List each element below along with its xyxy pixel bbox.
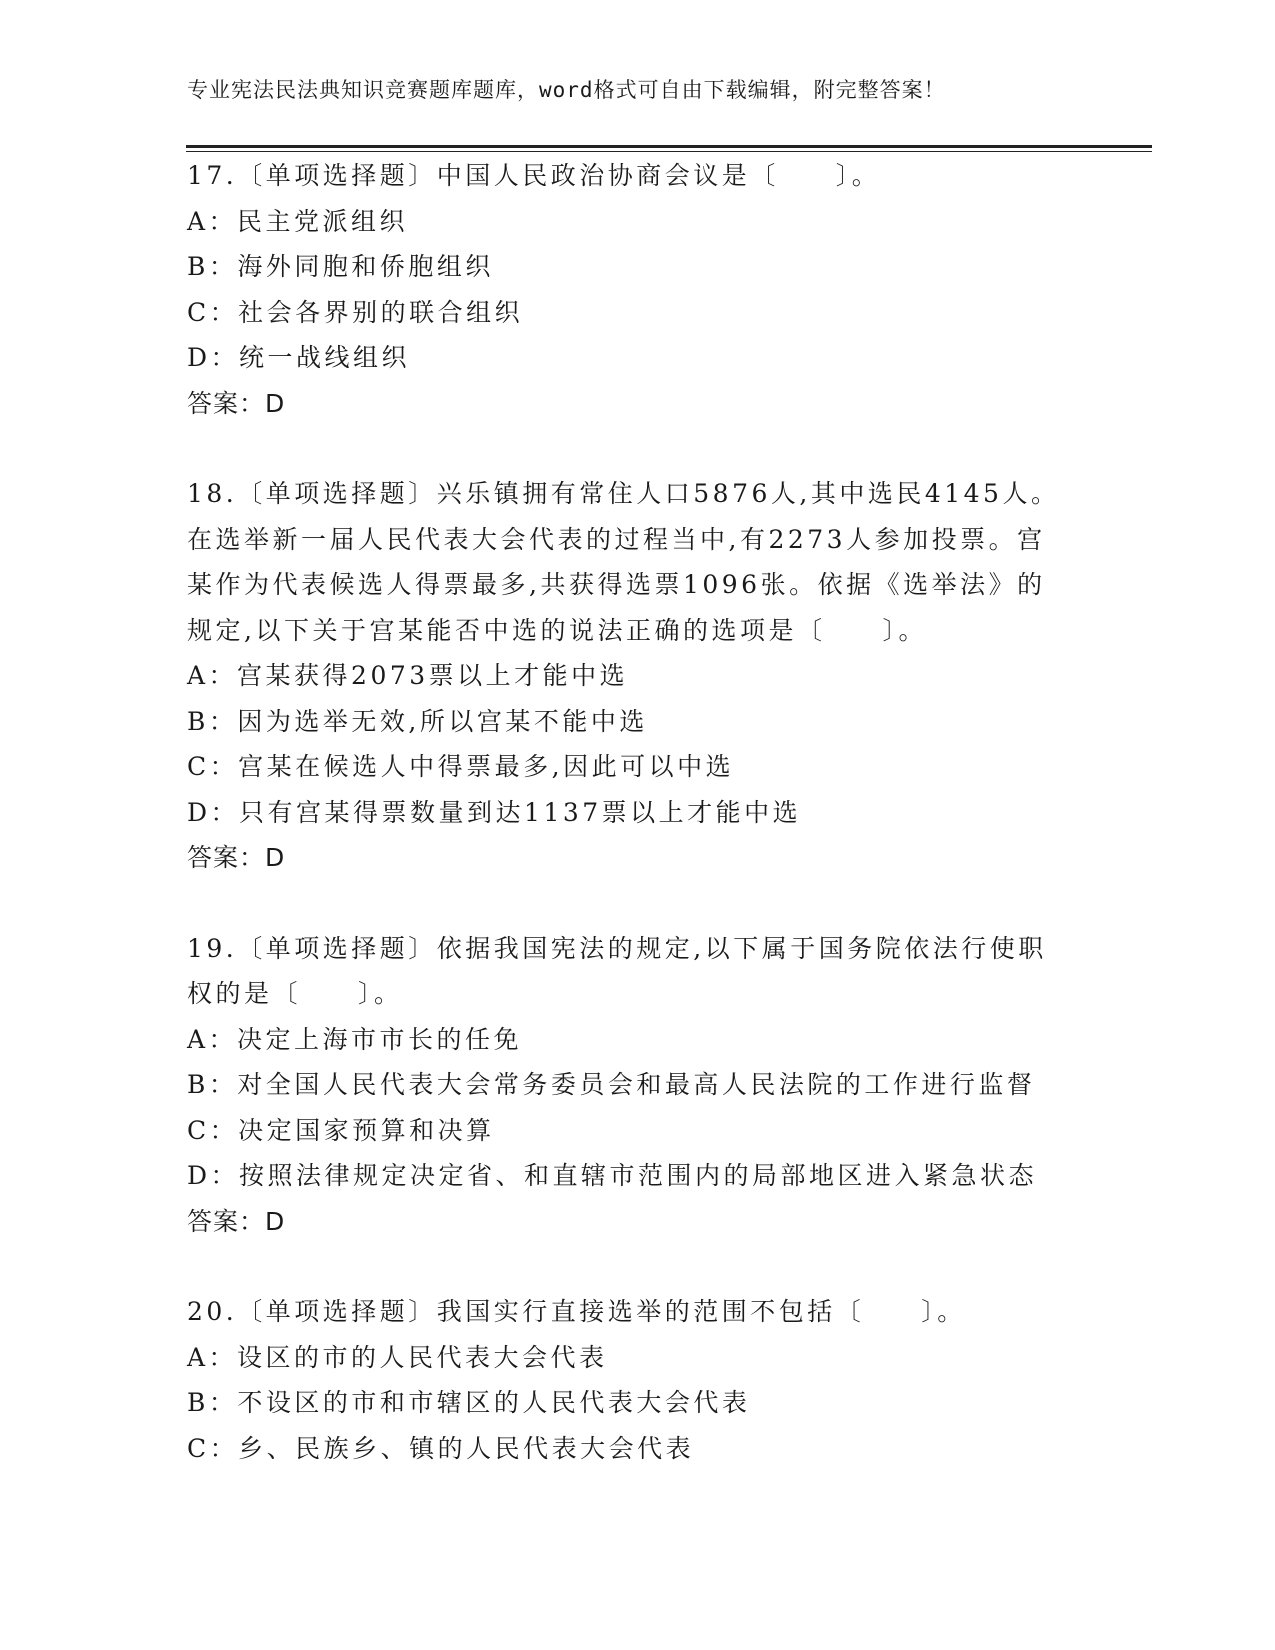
header-rule-thin (186, 151, 1152, 152)
stem-line: 权的是〔 〕。 (187, 979, 403, 1008)
stem-line: 在选举新一届人民代表大会代表的过程当中,有2273人参加投票。宫 (187, 524, 1046, 554)
question-stem (187, 926, 1067, 1017)
question-stem (187, 471, 1067, 653)
option-a: A：宫某获得2073票以上才能中选 (187, 661, 629, 690)
answer: 答案：D (187, 843, 286, 872)
option-b: B：对全国人民代表大会常务委员会和最高人民法院的工作进行监督 (187, 1070, 1036, 1099)
stem-line: 20.〔单项选择题〕我国实行直接选举的范围不包括〔 〕。 (187, 1297, 966, 1326)
stem-line: 17.〔单项选择题〕中国人民政治协商会议是〔 〕。 (187, 161, 881, 190)
option-d: D：统一战线组织 (187, 343, 411, 372)
option-c: C：宫某在候选人中得票最多,因此可以中选 (187, 752, 735, 781)
option-a: A：民主党派组织 (187, 206, 409, 236)
option-c: C：乡、民族乡、镇的人民代表大会代表 (187, 1433, 695, 1463)
option-b: B：因为选举无效,所以宫某不能中选 (187, 706, 648, 736)
question-stem (187, 1289, 1067, 1335)
stem-line: 某作为代表候选人得票最多,共获得选票1096张。依据《选举法》的 (187, 570, 1046, 599)
option-c: C：决定国家预算和决算 (187, 1115, 495, 1145)
question-20 (187, 1289, 1067, 1471)
answer: 答案：D (187, 388, 286, 418)
page-header: 专业宪法民法典知识竞赛题库题库，word格式可自由下载编辑，附完整答案！ (187, 78, 946, 102)
question-list (187, 153, 1067, 1516)
option-c: C：社会各界别的联合组织 (187, 297, 524, 327)
stem-line: 规定,以下关于宫某能否中选的说法正确的选项是〔 〕。 (187, 615, 927, 645)
option-d: D：按照法律规定决定省、和直辖市范围内的局部地区进入紧急状态 (187, 1161, 1038, 1190)
question-18 (187, 471, 1067, 881)
option-b: B：海外同胞和侨胞组织 (187, 252, 494, 281)
option-d: D：只有宫某得票数量到达1137票以上才能中选 (187, 797, 802, 827)
question-17 (187, 153, 1067, 426)
option-b: B：不设区的市和市辖区的人民代表大会代表 (187, 1388, 751, 1417)
header-rule-thick (186, 145, 1152, 148)
question-19 (187, 926, 1067, 1245)
stem-line: 19.〔单项选择题〕依据我国宪法的规定,以下属于国务院依法行使职 (187, 933, 1047, 963)
question-stem (187, 153, 1067, 199)
stem-line: 18.〔单项选择题〕兴乐镇拥有常住人口5876人,其中选民4145人。 (187, 479, 1060, 508)
answer: 答案：D (187, 1206, 286, 1236)
option-a: A：设区的市的人民代表大会代表 (187, 1342, 608, 1372)
option-a: A：决定上海市市长的任免 (187, 1024, 523, 1054)
